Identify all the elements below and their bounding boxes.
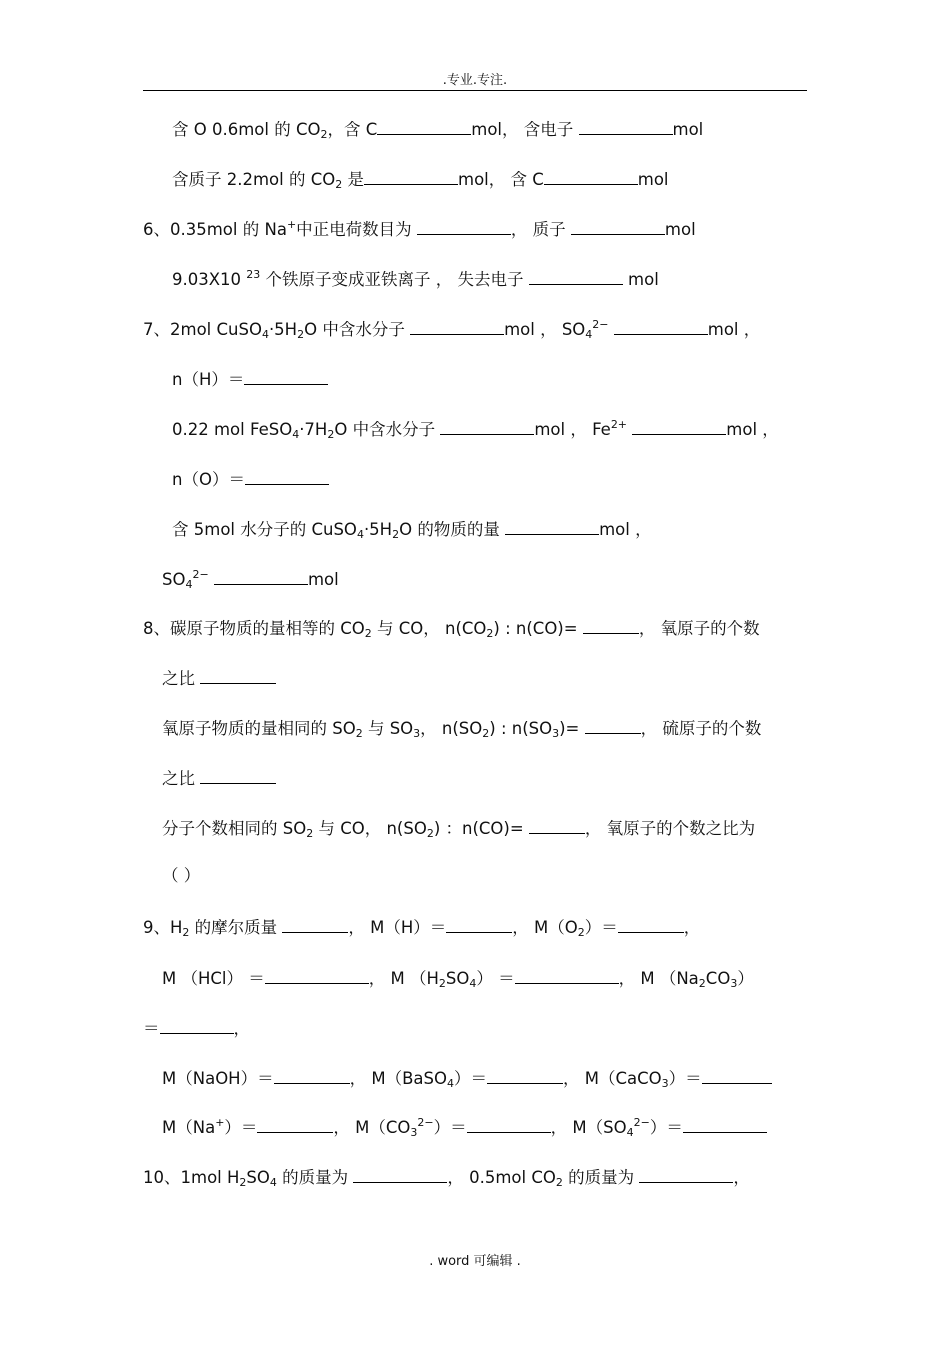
text-line	[172, 118, 703, 140]
answer-blank[interactable]	[257, 1116, 333, 1133]
text-line	[162, 717, 761, 739]
text-segment: mol ，	[707, 320, 761, 339]
text-segment: 中正电荷数目为	[296, 220, 417, 239]
text-segment: mol	[637, 170, 669, 189]
text-segment: 之比	[162, 669, 201, 688]
subscript: 2	[297, 328, 305, 341]
subscript: 2	[335, 178, 343, 191]
text-line	[172, 168, 669, 190]
text-line	[162, 767, 276, 789]
text-segment: O 中含水分子	[334, 420, 441, 439]
text-segment: 之比	[162, 769, 201, 788]
subscript: 2	[438, 977, 446, 990]
text-segment: ，含 C	[327, 120, 378, 139]
subscript: 4	[585, 328, 593, 341]
text-segment: mol ， SO	[504, 320, 586, 339]
text-line	[172, 468, 329, 490]
answer-blank[interactable]	[639, 1166, 733, 1183]
answer-blank[interactable]	[410, 318, 504, 335]
text-segment: 个铁原子变成亚铁离子 ， 失去电子	[260, 270, 529, 289]
text-segment: n（H）＝	[172, 370, 245, 389]
subscript: 4	[269, 1176, 277, 1189]
answer-blank[interactable]	[571, 218, 665, 235]
text-line	[172, 368, 328, 390]
text-segment: mol	[672, 120, 704, 139]
answer-blank[interactable]	[583, 617, 639, 634]
text-segment: mol， 含 C	[458, 170, 544, 189]
text-segment: SO	[162, 570, 186, 589]
text-segment: ） ＝	[476, 969, 515, 988]
answer-blank[interactable]	[274, 1067, 350, 1084]
text-segment: ·5H	[268, 320, 298, 339]
answer-blank[interactable]	[377, 118, 471, 135]
text-segment: 8、碳原子物质的量相等的 CO	[143, 619, 365, 638]
text-segment: ， 硫原子的个数	[640, 719, 762, 738]
text-line	[162, 568, 339, 590]
subscript: 2	[306, 827, 314, 840]
answer-blank[interactable]	[579, 118, 673, 135]
text-segment: O 的物质的量	[399, 520, 506, 539]
answer-blank[interactable]	[467, 1116, 551, 1133]
subscript: 2	[364, 627, 372, 640]
text-segment: 分子个数相同的 SO	[162, 819, 307, 838]
text-segment: mol	[622, 270, 659, 289]
subscript: 2	[182, 926, 190, 939]
text-line	[143, 318, 760, 340]
header-rule	[143, 90, 807, 91]
text-line	[172, 518, 652, 540]
subscript: 3	[410, 1126, 418, 1139]
answer-blank[interactable]	[446, 916, 512, 933]
answer-blank[interactable]	[505, 518, 599, 535]
text-segment: 9、H	[143, 918, 183, 937]
text-segment: ， M（SO	[550, 1118, 627, 1137]
answer-blank[interactable]	[487, 1067, 563, 1084]
text-segment: 9.03X10	[172, 270, 247, 289]
subscript: 4	[446, 1077, 454, 1090]
text-segment: 是	[342, 170, 364, 189]
answer-blank[interactable]	[214, 568, 308, 585]
text-segment: n（O）＝	[172, 470, 245, 489]
text-segment: ）	[737, 969, 754, 988]
text-segment: ， 氧原子的个数	[638, 619, 760, 638]
text-line	[143, 1017, 250, 1039]
answer-blank[interactable]	[585, 717, 641, 734]
text-segment: ， n(SO	[420, 719, 483, 738]
subscript: 3	[661, 1077, 669, 1090]
subscript: 4	[261, 328, 269, 341]
text-line	[143, 617, 760, 639]
text-segment: 含 5mol 水分子的 CuSO	[172, 520, 357, 539]
answer-blank[interactable]	[200, 767, 276, 784]
subscript: 2	[555, 1176, 563, 1189]
text-segment: ）＝	[584, 918, 618, 937]
text-segment: )=	[559, 719, 585, 738]
subscript: 2	[577, 926, 585, 939]
text-line	[172, 418, 779, 440]
text-line	[143, 916, 700, 938]
text-segment: M （HCl） ＝	[162, 969, 265, 988]
superscript: 2+	[610, 418, 628, 431]
text-segment: ）＝	[649, 1118, 683, 1137]
text-segment: M（Na	[162, 1118, 216, 1137]
text-segment: 的摩尔质量	[189, 918, 283, 937]
subscript: 2	[239, 1176, 247, 1189]
answer-blank[interactable]	[614, 318, 708, 335]
text-segment: 与 SO	[362, 719, 414, 738]
text-segment: 含 O 0.6mol 的 CO	[172, 120, 321, 139]
text-segment: mol ， Fe	[534, 420, 611, 439]
subscript: 4	[469, 977, 477, 990]
text-segment: 含质子 2.2mol 的 CO	[172, 170, 336, 189]
text-segment: 0.22 mol FeSO	[172, 420, 293, 439]
text-segment: ·5H	[363, 520, 393, 539]
text-segment: 与 CO， n(SO	[313, 819, 427, 838]
text-segment: M（NaOH）＝	[162, 1069, 274, 1088]
text-segment: ， M（H）＝	[348, 918, 447, 937]
text-line	[143, 218, 696, 240]
text-line	[162, 1116, 767, 1138]
text-segment: 的质量为	[276, 1168, 354, 1187]
text-segment: 6、0.35mol 的 Na	[143, 220, 287, 239]
text-segment: CO	[705, 969, 731, 988]
subscript: 2	[392, 528, 400, 541]
answer-blank[interactable]	[282, 916, 348, 933]
text-segment: ，	[683, 918, 701, 937]
answer-blank[interactable]	[529, 268, 623, 285]
text-segment: 与 CO， n(CO	[371, 619, 487, 638]
answer-blank[interactable]	[632, 418, 726, 435]
text-segment: mol， 含电子	[471, 120, 579, 139]
text-segment: ) : n(SO	[489, 719, 553, 738]
text-line	[162, 1067, 772, 1089]
text-segment: ·7H	[299, 420, 328, 439]
text-segment: mol	[664, 220, 696, 239]
subscript: 3	[730, 977, 738, 990]
subscript: 2	[486, 627, 494, 640]
text-segment: 10、1mol H	[143, 1168, 240, 1187]
subscript: 4	[292, 428, 300, 441]
answer-blank[interactable]	[244, 368, 328, 385]
text-segment: mol ，	[726, 420, 779, 439]
answer-blank[interactable]	[200, 667, 276, 684]
text-segment: ）＝	[224, 1118, 258, 1137]
text-line	[143, 1166, 750, 1188]
answer-blank[interactable]	[364, 168, 458, 185]
text-segment: ) ：n(CO)=	[433, 819, 529, 838]
subscript: 2	[320, 128, 328, 141]
subscript: 4	[356, 528, 364, 541]
text-segment: SO	[445, 969, 470, 988]
superscript: +	[286, 218, 297, 231]
subscript: 2	[482, 727, 490, 740]
text-segment: ）＝	[453, 1069, 487, 1088]
text-segment: ) : n(CO)=	[493, 619, 583, 638]
subscript: 2	[698, 977, 706, 990]
page-footer: . word 可编辑 .	[429, 1254, 521, 1269]
answer-blank[interactable]	[515, 967, 619, 984]
answer-blank[interactable]	[265, 967, 369, 984]
text-line	[172, 268, 659, 290]
subscript: 2	[426, 827, 434, 840]
text-segment: ， M（O	[512, 918, 578, 937]
answer-blank[interactable]	[353, 1166, 447, 1183]
text-segment: mol ，	[599, 520, 652, 539]
subscript: 4	[626, 1126, 634, 1139]
text-segment: ， M（CaCO	[562, 1069, 662, 1088]
text-segment: SO	[246, 1168, 270, 1187]
page-header: .专业.专注.	[442, 73, 508, 88]
answer-blank[interactable]	[618, 916, 684, 933]
subscript: 2	[327, 428, 335, 441]
text-segment: ， 质子	[510, 220, 571, 239]
text-segment: （ ）	[162, 866, 201, 885]
answer-blank[interactable]	[544, 168, 638, 185]
text-line	[162, 866, 200, 886]
answer-blank[interactable]	[702, 1067, 772, 1084]
answer-blank[interactable]	[245, 468, 329, 485]
superscript: 23	[246, 268, 261, 281]
text-line	[162, 967, 754, 989]
superscript: 2−	[192, 568, 209, 581]
text-segment: ，	[233, 1019, 250, 1038]
text-segment: ＝	[143, 1019, 160, 1038]
answer-blank[interactable]	[160, 1017, 234, 1034]
subscript: 2	[355, 727, 363, 740]
text-segment: ， M （Na	[618, 969, 699, 988]
answer-blank[interactable]	[417, 218, 511, 235]
answer-blank[interactable]	[440, 418, 534, 435]
text-segment: ）＝	[433, 1118, 467, 1137]
subscript: 4	[185, 578, 193, 591]
text-segment: ， 氧原子的个数之比为	[584, 819, 756, 838]
text-segment: ， M（CO	[333, 1118, 411, 1137]
text-line	[162, 667, 276, 689]
text-segment: ， M（BaSO	[349, 1069, 447, 1088]
text-segment: 7、2mol CuSO	[143, 320, 262, 339]
superscript: 2−	[417, 1116, 434, 1129]
superscript: 2−	[633, 1116, 650, 1129]
text-segment: O 中含水分子	[304, 320, 411, 339]
subscript: 3	[552, 727, 560, 740]
text-segment: ）＝	[668, 1069, 702, 1088]
text-segment: ，	[733, 1168, 750, 1187]
answer-blank[interactable]	[529, 817, 585, 834]
text-line	[162, 817, 755, 839]
text-segment: 的质量为	[562, 1168, 640, 1187]
text-segment: mol	[307, 570, 339, 589]
superscript: +	[215, 1116, 225, 1129]
subscript: 3	[413, 727, 421, 740]
superscript: 2−	[592, 318, 609, 331]
text-segment: ， M （H	[368, 969, 439, 988]
answer-blank[interactable]	[683, 1116, 767, 1133]
text-segment: ， 0.5mol CO	[447, 1168, 556, 1187]
text-segment: 氧原子物质的量相同的 SO	[162, 719, 356, 738]
